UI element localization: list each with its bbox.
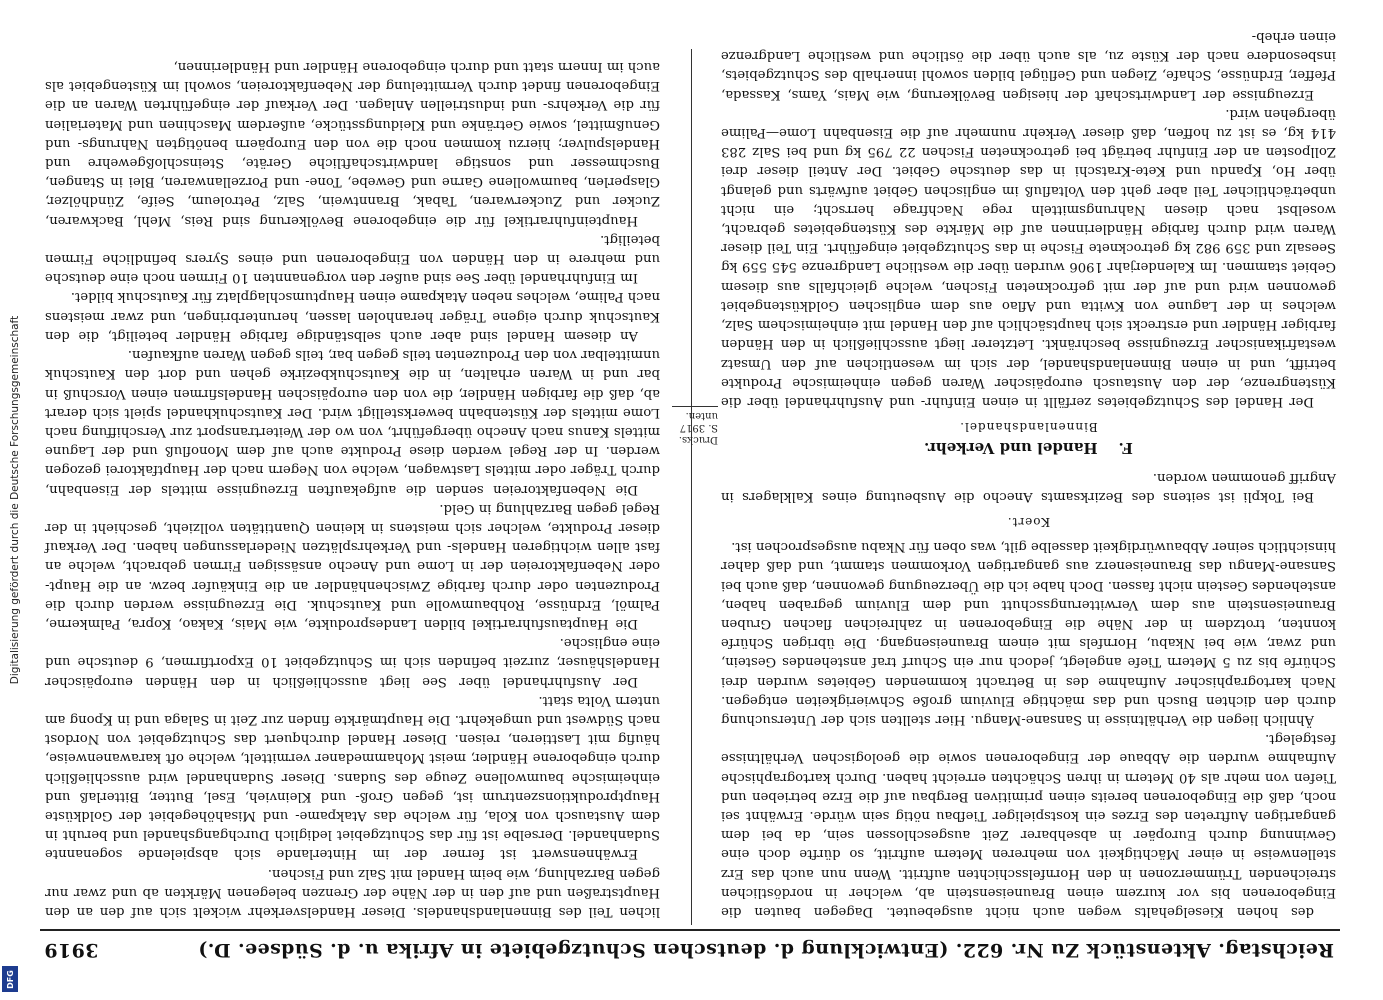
- paragraph: Der Handel des Schutzgebietes zerfällt in einen Einfuhr- und Ausfuhrhandel über die Küstengrenze, der den Austausch europäischer Waren gegen einheimische Produkte betrifft, und in einen Binnenlandshandel, der sich im wesentlichen auf den Umsatz westafrikanischer Erzeugnisse beschränkt. Letzterer liegt ausschließlich in den Händen farbiger Händler und erstreckt sich hauptsächlich auf den Handel mit einheimischem Salz, welches in der Lagune von Kwitta und Aflao aus dem englischen Goldküstengebiet gewonnen wird und auf der mit gefrockneten Fischen, welche gleichfalls aus diesem Gebiet stammen. Im Kalenderjahr 1906 wurden über die westliche Landgrenze 545 559 kg Seesalz und 359 982 kg getrocknete Fische in das Schutzgebiet eingeführt. Ein Teil dieser Waren wird durch farbige Händlerinnen auf die Märkte des Küstengebietes gebracht, woselbst nach diesen Nahrungsmitteln rege Nachfrage herrscht; ein nicht unbeträchtlicher Teil aber geht den Voltafluß im englischen Gebiet aufwärts und gelangt über Ho, Kpandu und Kete-Kratschi in das deutsche Gebiet. Der Anteil dieser drei Zollposten an der Einfuhr beträgt bei getrockneten Fischen 22 795 kg und bei Salz 283 414 kg, es ist zu hoffen, daß dieser Verkehr nunmehr auf die Eisenbahn Lome—Palime übergehen wird.: [721, 105, 1336, 409]
- paragraph: Haupteinfuhrartikel für die eingeborene Bevölkerung sind Reis, Mehl, Backwaren, Zucker und Zuckerwaren, Tabak, Branntwein, Salz, Petroleum, Seife, Zündhölzer, Glasperlen, baumwollene Garne und Gewebe, Tone- und Porzellanwaren, Blei in Stangen, Buschmesser und sonstige landwirtschaftliche Geräte, Steinschloßgewehre und Handelspulver; hierzu kommen noch die von den Europäern benötigten Nahrungs- und Genußmittel, sowie Getränke und Kleidungsstücke, außerdem Maschinen und Materialien für die Verkehrs- und industriellen Anlagen. Der Verkauf der eingeführten Waren an die Eingeborenen findet durch Vermittelung der Nebenfaktoreien, sowohl im Küstengebiet als auch im Innern statt und durch eingeborene Händler und Händlerinnen,: [45, 59, 660, 228]
- paragraph: Der Ausfuhrhandel über See liegt ausschließlich in den Händen europäischer Handelshäuser, zurzeit befinden sich im Schutzgebiet 10 Exportfirmen, 9 deutsche und eine englische.: [45, 635, 660, 689]
- dfg-logo: [2, 966, 18, 992]
- marginal-note: Drucks. S. 3917 unten.: [678, 410, 718, 445]
- paragraph: Im Einfuhrhandel über See sind außer den vorgenannten 10 Firmen noch eine deutsche und mehrere in den Händen von Eingeborenen und eines Syrers befindliche Firmen beteiligt.: [45, 231, 660, 286]
- paragraph: Ähnlich liegen die Verhältnisse in Sansane-Mangu. Hier stellten sich der Untersuchung durch den dichten Busch und das mächtige Eluvium große Schwierigkeiten entgegen. Nach kartographischer Aufnahme des in Betracht kommenden Gebietes wurden drei Schürfe bis zu 5 Metern Tiefe angelegt, jedoch nur ein Schurf traf anstehendes Gestein, und zwar, wie bei Nkabu, Hornfels mit einem Brauneisengang. Die übrigen Schürfe konnten, trotzdem in der Nähe die Eingeborenen in zahlreichen flachen Gruben Brauneisenstein aus dem Verwitterungsschutt und dem Eluvium gegraben haben, anstehendes Gestein nicht fassen. Doch habe ich die Überzeugung gewonnen, daß auch bei Sansane-Mangu das Brauneisenerz aus gangartigen Vorkommen stammt, und daß daher hinsichtlich seiner Abbauwürdigkeit dasselbe gilt, was oben für Nkabu ausgesprochen ist.: [720, 539, 1336, 727]
- paragraph: lichen Teil des Binnenlandshandels. Dieser Handelsverkehr wickelt sich auf den an den Hauptstraßen und auf den in der Nähe der Grenzen belegenen Märkten ab und zwar nur gegen Barzahlung, wie beim Handel mit Salz und Fischen.: [45, 865, 660, 919]
- paragraph: Die Hauptausfuhrartikel bilden Landesprodukte, wie Mais, Kakao, Kopra, Palmkerne, Palmöl, Erdnüsse, Rohbaumwolle und Kautschuk. Die Erzeugnisse werden durch die Produzenten oder durch farbige Zwischenhändler an die Einkäufer bezw. an die Haupt- oder Nebenfaktoreien der in Lome und Anecho ansässigen Firmen gebracht, welche an fast allen wichtigeren Handels- und Verkehrsplätzen Niederlassungen haben. Der Verkauf dieser Produkte, welcher sich meistens in kleinen Quantitäten vollzieht, geschieht in der Regel gegen Barzahlung in Geld.: [45, 500, 660, 631]
- paragraph: Erwähnenswert ist ferner der im Hinterlande sich abspielende sogenannte Sudanhandel. Derselbe ist für das Schutzgebiet lediglich Durchgangshandel und beruht in dem Austausch von Kola, für welche das Atakpame- und Misahöhegebiet der Goldküste Hauptproduktionszentrum ist, gegen Groß- und Kleinvieh, Esel, Butter, Bitterlaß und einheimische baumwollene Zeuge des Sudans. Dieser Sudanhandel wird ausschließlich durch eingeborene Händler, meist Mohammedaner vermittelt, welche oft karawanenweise, häufig mit Lasttieren, reisen. Dieser Handel durchquert das Schutzgebiet von Nordost nach Südwest und umgekehrt. Die Hauptmärkte finden zur Zeit in Salaga und in Kpong am untern Volta statt.: [45, 692, 660, 862]
- section-heading: [721, 438, 1336, 457]
- paragraph: Bei Tokpli ist seitens des Bezirksamts Anecho die Ausbeutung eines Kalklagers in Angriff genommen worden.: [721, 469, 1336, 504]
- subsection-heading: Binnenlandshandel.: [959, 420, 1098, 435]
- paragraph: des hohen Kieselgehalts wegen auch nicht ausgebeutet. Dagegen bauten die Eingeborenen bis vor kurzem einen Brauneisenstein ab, welcher in nordöstlichen streichenden Trümmerzonen in den Hornfelsschichten auftritt. Wenn nun auch das Erz stellenweise in einer Mächtigkeit von mehreren Metern auftritt, so dürfte doch eine Gewinnung durch Europäer in absehbarer Zeit ausgeschlossen sein, da bei dem gangartigen Auftreten des Erzes ein kostspieliger Tiefbau nötig sein würde. Erwähnt sei noch, daß die Eingeborenen bereits einen primitiven Bergbau auf die Erze betrieben und Tiefen von mehr als 40 Metern in ihren Schächten erreicht haben. Durch kartographische Aufnahme wurden die Abbaue der Eingeborenen sowie die geologischen Verhältnisse festgelegt.: [721, 731, 1336, 919]
- running-title: Reichstag. Aktenstück Zu Nr. 622. (Entwicklung d. deutschen Schutzgebiete in Afrika u. d. Südsee. D.): [198, 939, 1334, 961]
- scanned-page: [40, 29, 1340, 965]
- paragraph: Die Nebenfaktoreien senden die aufgekauften Erzeugnisse mittels der Eisenbahn, durch Träger oder mittels Lastwagen, welche von Negern nach der Hauptfaktorei gezogen werden. In der Regel werden diese Produkte auch auf dem Monofluß und der Lagune mittels Kanus nach Anecho übergeführt, von wo der Weitertransport zur Verschiffung nach Lome mittels der Küstenbahn bewerkstelligt wird. Der Kautschukhandel spielt sich derart ab, daß die farbigen Händler, die von den europäischen Handelsfirmen einen Vorschuß in bar und in Waren erhalten, in die Kautschukbezirke gehen und dort den Kautschuk unmittelbar von den Produzenten teils gegen bar, teils gegen Waren aufkaufen.: [45, 347, 660, 497]
- right-column: [45, 51, 660, 921]
- digitization-note: Digitalisierung gefördert durch die Deutsche Forschungsgemeinschaft: [9, 315, 21, 685]
- section-letter: F.: [1118, 439, 1133, 458]
- left-column: [720, 29, 1336, 921]
- paragraph: An diesem Handel sind aber auch selbständige farbige Händler beteiligt, die den Kautschuk durch eigene Träger heranholen lassen, herunterbringen, und zwar meistens nach Palime, welches neben Atakpame einen Hauptumschlagplatz für Kautschuk bildet.: [45, 289, 660, 343]
- paragraph: Erzeugnisse der Landwirtschaft der hiesigen Bevölkerung, wie Mais, Yams, Kassada, Pfeffer, Erdnüsse, Schafe, Ziegen und Geflügel bilden sowohl innerhalb des Schutzgebiets, insbesondere nach der Küste zu, als auch über die östliche und westliche Landgrenze einen erheb-: [721, 29, 1336, 102]
- page-header: [40, 929, 1340, 965]
- column-divider: [691, 49, 692, 925]
- section-title: Handel und Verkehr.: [924, 439, 1098, 458]
- marginal-rule: [672, 406, 718, 407]
- signature: Koert.: [1006, 514, 1051, 529]
- dfg-logo-text: DFG: [5, 969, 15, 989]
- page-number: 3919: [44, 939, 99, 961]
- margin-strip: [0, 0, 30, 1000]
